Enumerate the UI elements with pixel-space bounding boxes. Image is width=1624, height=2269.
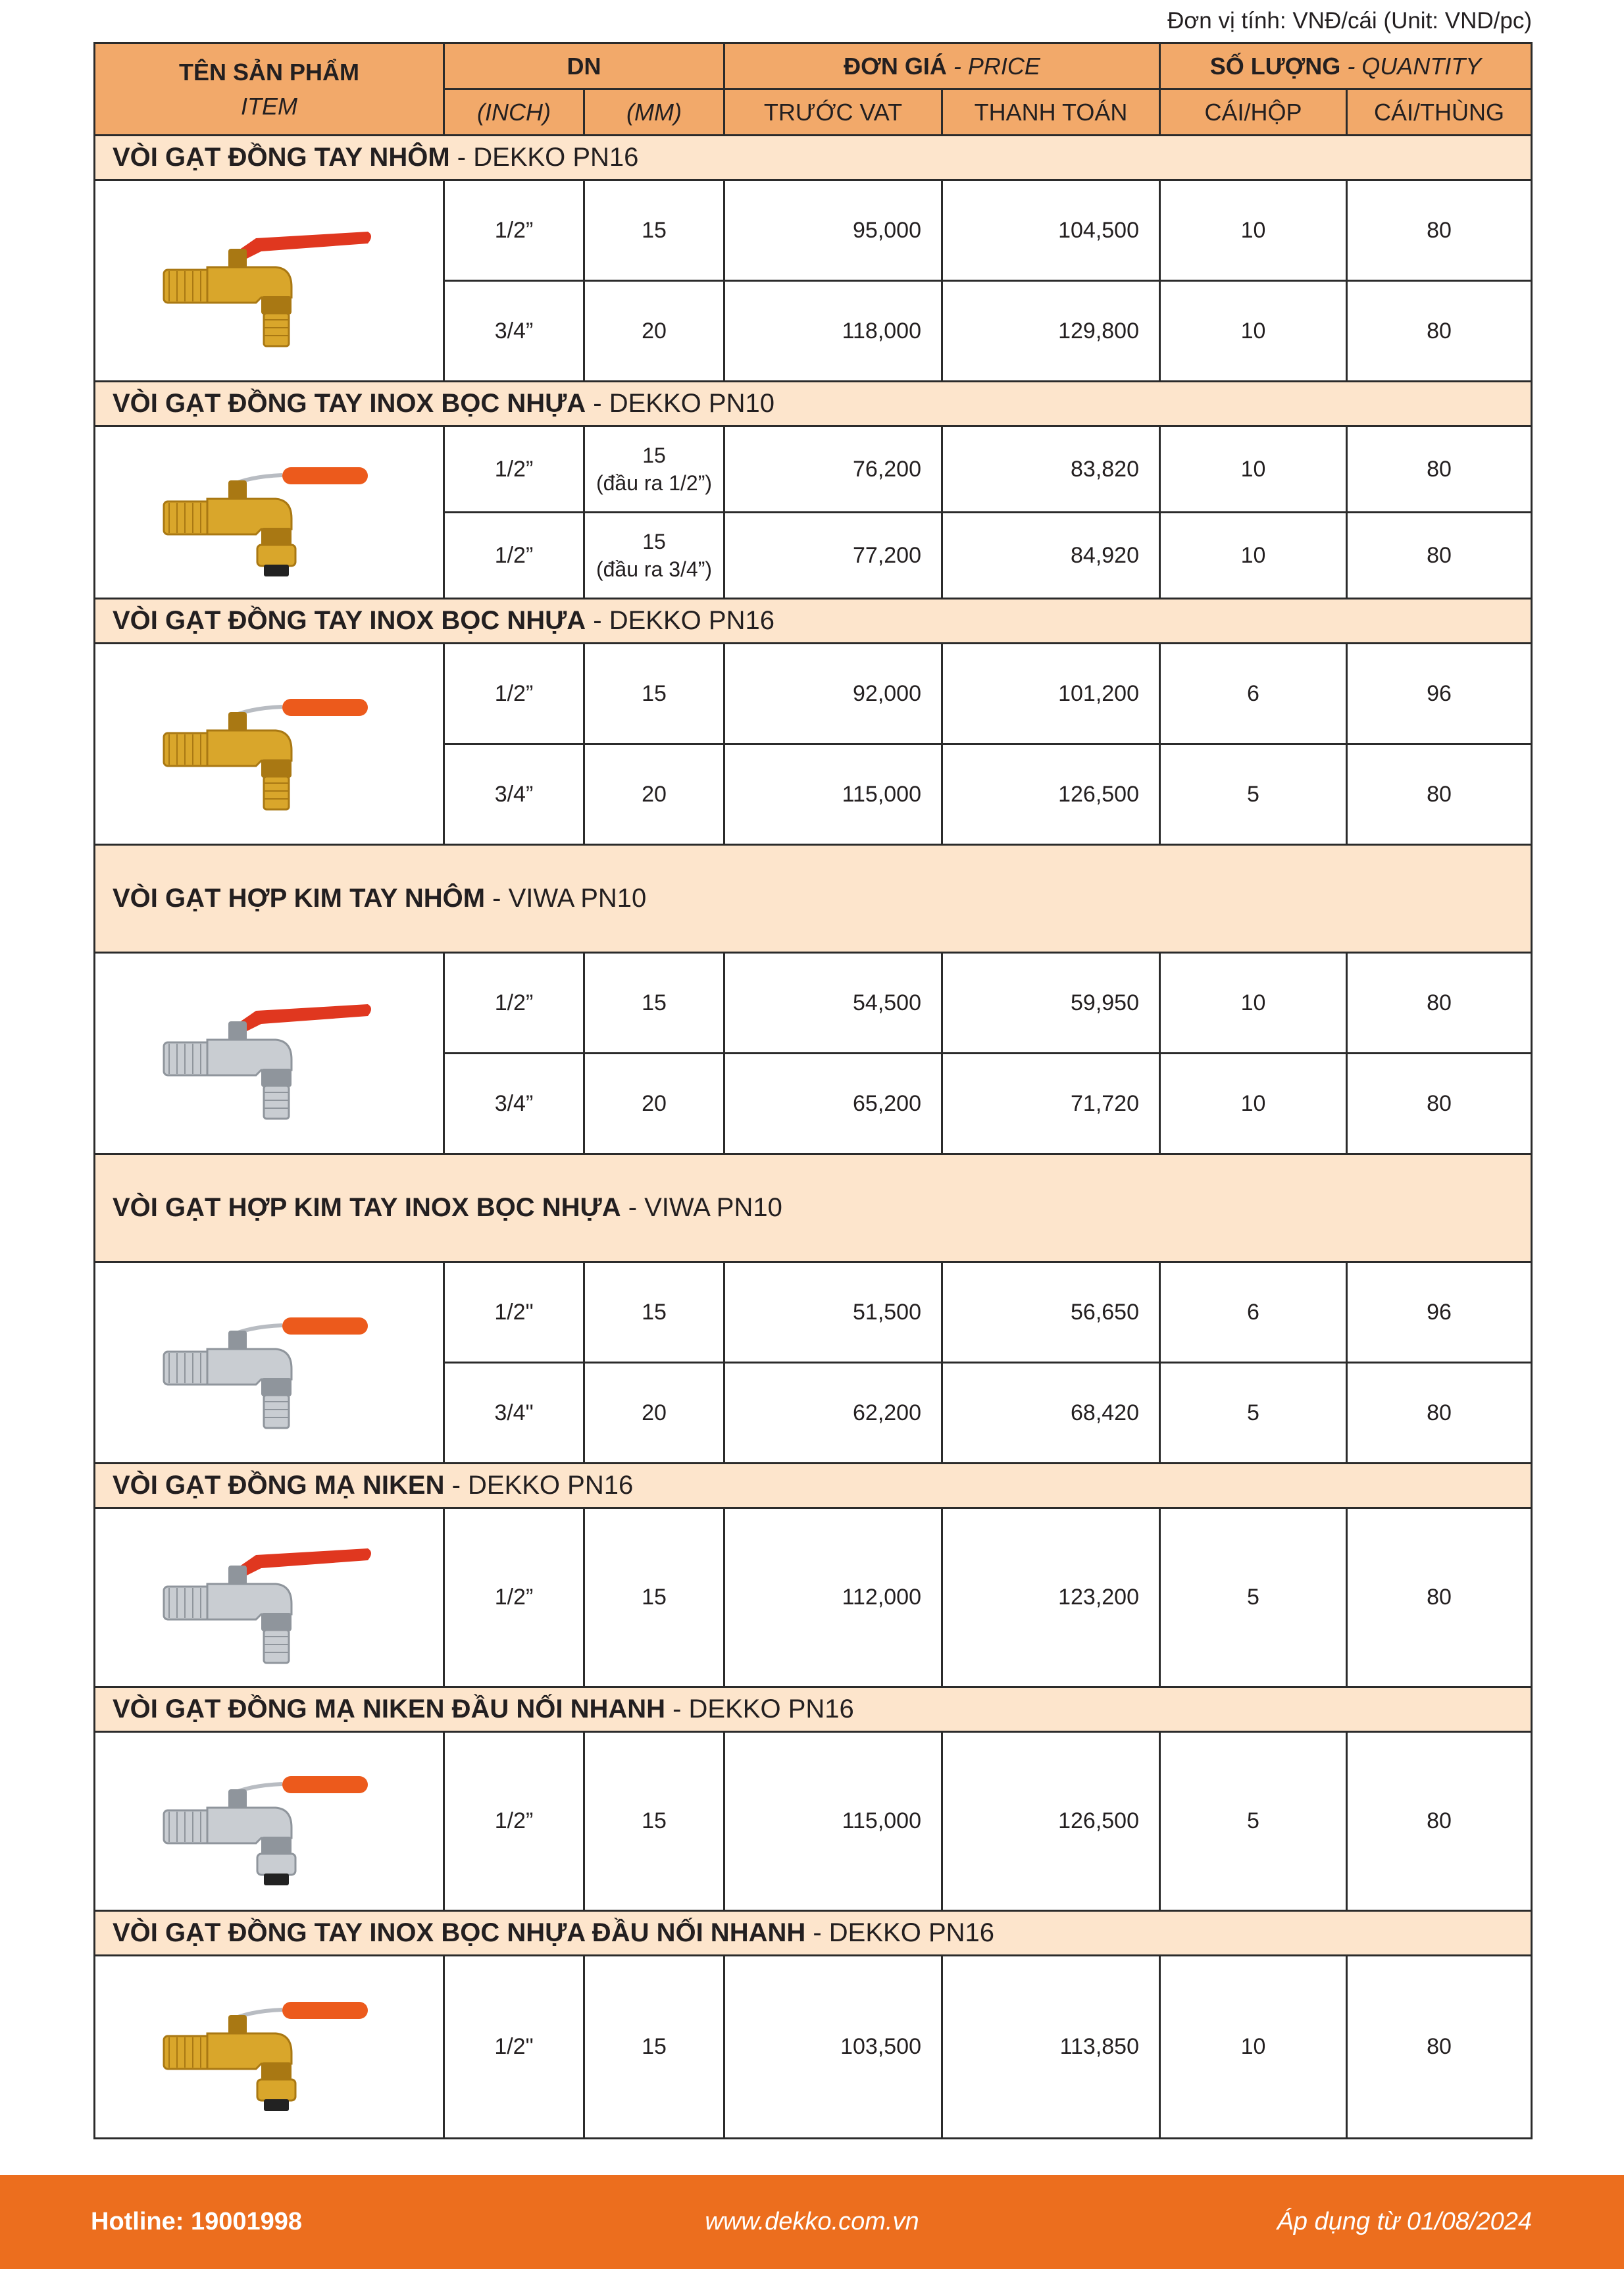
section-suffix: - VIWA PN10	[485, 884, 647, 913]
header-per-box: CÁI/HỘP	[1160, 89, 1347, 136]
section-name: VÒI GẠT ĐỒNG TAY INOX BỌC NHỰA ĐẦU NỐI NHANH	[113, 1918, 806, 1947]
cell-per-box: 6	[1160, 644, 1347, 744]
cell-per-carton: 96	[1347, 1262, 1532, 1363]
cell-before-vat: 54,500	[724, 953, 942, 1054]
cell-inch: 1/2”	[444, 426, 584, 513]
section-title	[95, 136, 1532, 180]
cell-mm: 15	[584, 953, 724, 1054]
cell-payment: 129,800	[942, 281, 1160, 382]
cell-per-carton: 80	[1347, 1956, 1532, 2139]
section-title	[95, 599, 1532, 644]
cell-before-vat: 118,000	[724, 281, 942, 382]
section-suffix: - DEKKO PN10	[586, 389, 774, 418]
cell-payment: 101,200	[942, 644, 1160, 744]
section-name: VÒI GẠT ĐỒNG TAY NHÔM	[113, 143, 450, 172]
cell-before-vat: 76,200	[724, 426, 942, 513]
faucet-icon	[151, 1529, 388, 1667]
header-dn: DN	[444, 43, 724, 89]
header-item-en: ITEM	[241, 92, 297, 120]
section-name: VÒI GẠT ĐỒNG TAY INOX BỌC NHỰA	[113, 606, 586, 635]
cell-per-box: 5	[1160, 1732, 1347, 1911]
section-header	[95, 136, 1532, 180]
product-image	[95, 1732, 444, 1911]
table-row	[95, 1956, 1532, 2139]
unit-note: Đơn vị tính: VNĐ/cái (Unit: VND/pc)	[1167, 8, 1532, 34]
price-table-body	[95, 136, 1532, 2139]
cell-payment: 68,420	[942, 1363, 1160, 1464]
header-item	[95, 43, 444, 136]
table-row	[95, 1508, 1532, 1687]
cell-mm: 15	[584, 1262, 724, 1363]
table-row	[95, 426, 1532, 513]
cell-per-carton: 80	[1347, 744, 1532, 845]
header-mm: (MM)	[584, 89, 724, 136]
section-header	[95, 1154, 1532, 1262]
section-header	[95, 1687, 1532, 1732]
cell-mm: 20	[584, 281, 724, 382]
faucet-icon	[151, 675, 388, 813]
mm-value: 15	[642, 444, 666, 467]
table-row	[95, 1262, 1532, 1363]
cell-before-vat: 92,000	[724, 644, 942, 744]
cell-per-box: 10	[1160, 426, 1347, 513]
cell-per-carton: 80	[1347, 1054, 1532, 1154]
price-table	[93, 42, 1533, 2139]
section-title	[95, 1687, 1532, 1732]
cell-before-vat: 112,000	[724, 1508, 942, 1687]
section-suffix: - DEKKO PN16	[805, 1918, 995, 1947]
cell-payment: 59,950	[942, 953, 1160, 1054]
cell-mm: 15	[584, 180, 724, 281]
cell-before-vat: 51,500	[724, 1262, 942, 1363]
cell-per-box: 10	[1160, 180, 1347, 281]
table-row	[95, 180, 1532, 281]
section-suffix: - DEKKO PN16	[665, 1695, 854, 1723]
cell-mm: 20	[584, 744, 724, 845]
cell-before-vat: 103,500	[724, 1956, 942, 2139]
cell-inch: 1/2”	[444, 1732, 584, 1911]
cell-mm: 20	[584, 1363, 724, 1464]
cell-payment: 83,820	[942, 426, 1160, 513]
cell-payment: 126,500	[942, 744, 1160, 845]
section-name: VÒI GẠT ĐỒNG MẠ NIKEN ĐẦU NỐI NHANH	[113, 1695, 665, 1723]
header-price-en: - PRICE	[953, 52, 1040, 80]
section-suffix: - DEKKO PN16	[444, 1471, 634, 1500]
section-title	[95, 845, 1532, 953]
header-qty-en: - QUANTITY	[1347, 52, 1482, 80]
product-image	[95, 1262, 444, 1464]
section-name: VÒI GẠT HỢP KIM TAY NHÔM	[113, 884, 486, 913]
section-name: VÒI GẠT ĐỒNG MẠ NIKEN	[113, 1471, 445, 1500]
cell-payment: 71,720	[942, 1054, 1160, 1154]
header-before-vat: TRƯỚC VAT	[724, 89, 942, 136]
cell-mm: 15	[584, 644, 724, 744]
product-image	[95, 953, 444, 1154]
faucet-icon	[151, 984, 388, 1123]
faucet-icon	[151, 444, 388, 582]
cell-before-vat: 65,200	[724, 1054, 942, 1154]
product-image	[95, 426, 444, 599]
cell-payment: 126,500	[942, 1732, 1160, 1911]
section-header	[95, 1911, 1532, 1956]
cell-payment: 56,650	[942, 1262, 1160, 1363]
section-title	[95, 382, 1532, 426]
cell-inch: 3/4”	[444, 1054, 584, 1154]
footer-website[interactable]: www.dekko.com.vn	[705, 2208, 919, 2235]
section-header	[95, 599, 1532, 644]
cell-per-carton: 80	[1347, 953, 1532, 1054]
cell-inch: 1/2”	[444, 1508, 584, 1687]
cell-inch: 1/2”	[444, 953, 584, 1054]
cell-before-vat: 77,200	[724, 513, 942, 599]
cell-mm: 15	[584, 1508, 724, 1687]
section-suffix: - DEKKO PN16	[449, 143, 639, 172]
cell-per-box: 5	[1160, 1508, 1347, 1687]
cell-inch: 1/2"	[444, 1956, 584, 2139]
section-name: VÒI GẠT ĐỒNG TAY INOX BỌC NHỰA	[113, 389, 586, 418]
header-payment: THANH TOÁN	[942, 89, 1160, 136]
footer-hotline: Hotline: 19001998	[91, 2208, 303, 2235]
cell-mm	[584, 426, 724, 513]
cell-per-carton: 80	[1347, 281, 1532, 382]
cell-before-vat: 115,000	[724, 1732, 942, 1911]
cell-per-carton: 80	[1347, 426, 1532, 513]
table-row	[95, 644, 1532, 744]
faucet-icon	[151, 1978, 388, 2116]
section-title	[95, 1154, 1532, 1262]
cell-inch: 1/2”	[444, 180, 584, 281]
product-image	[95, 1508, 444, 1687]
faucet-icon	[151, 212, 388, 350]
section-title	[95, 1464, 1532, 1508]
cell-per-carton: 80	[1347, 1508, 1532, 1687]
cell-per-box: 5	[1160, 1363, 1347, 1464]
cell-inch: 3/4”	[444, 281, 584, 382]
cell-per-carton: 80	[1347, 1363, 1532, 1464]
cell-inch: 3/4”	[444, 744, 584, 845]
cell-inch: 1/2”	[444, 513, 584, 599]
cell-per-carton: 96	[1347, 644, 1532, 744]
header-item-label: TÊN SẢN PHẨM	[178, 58, 359, 86]
mm-outlet-note: (đầu ra 3/4”)	[596, 557, 713, 581]
cell-per-carton: 80	[1347, 180, 1532, 281]
header-price	[724, 43, 1160, 89]
cell-inch: 3/4"	[444, 1363, 584, 1464]
faucet-icon	[151, 1752, 388, 1891]
cell-per-box: 10	[1160, 281, 1347, 382]
cell-mm: 15	[584, 1956, 724, 2139]
cell-inch: 1/2"	[444, 1262, 584, 1363]
cell-mm: 20	[584, 1054, 724, 1154]
cell-inch: 1/2”	[444, 644, 584, 744]
header-inch: (INCH)	[444, 89, 584, 136]
cell-per-carton: 80	[1347, 513, 1532, 599]
section-name: VÒI GẠT HỢP KIM TAY INOX BỌC NHỰA	[113, 1193, 621, 1222]
cell-per-box: 10	[1160, 1054, 1347, 1154]
section-header	[95, 1464, 1532, 1508]
cell-before-vat: 62,200	[724, 1363, 942, 1464]
section-header	[95, 382, 1532, 426]
faucet-icon	[151, 1294, 388, 1432]
header-price-label: ĐƠN GIÁ	[844, 52, 947, 80]
header-per-carton: CÁI/THÙNG	[1347, 89, 1532, 136]
section-header	[95, 845, 1532, 953]
cell-payment: 113,850	[942, 1956, 1160, 2139]
product-image	[95, 180, 444, 382]
section-title	[95, 1911, 1532, 1956]
section-suffix: - DEKKO PN16	[586, 606, 774, 635]
table-row	[95, 953, 1532, 1054]
cell-before-vat: 115,000	[724, 744, 942, 845]
footer-applied-date: Áp dụng từ 01/08/2024	[1277, 2208, 1532, 2235]
cell-per-box: 10	[1160, 953, 1347, 1054]
cell-mm: 15	[584, 1732, 724, 1911]
section-suffix: - VIWA PN10	[621, 1193, 782, 1222]
product-image	[95, 1956, 444, 2139]
cell-payment: 104,500	[942, 180, 1160, 281]
cell-per-carton: 80	[1347, 1732, 1532, 1911]
cell-mm	[584, 513, 724, 599]
product-image	[95, 644, 444, 845]
cell-per-box: 6	[1160, 1262, 1347, 1363]
header-qty-label: SỐ LƯỢNG	[1209, 52, 1341, 80]
cell-payment: 123,200	[942, 1508, 1160, 1687]
cell-per-box: 10	[1160, 513, 1347, 599]
mm-value: 15	[642, 530, 666, 553]
table-row	[95, 1732, 1532, 1911]
mm-outlet-note: (đầu ra 1/2”)	[596, 471, 713, 495]
cell-payment: 84,920	[942, 513, 1160, 599]
cell-per-box: 10	[1160, 1956, 1347, 2139]
cell-before-vat: 95,000	[724, 180, 942, 281]
header-quantity	[1160, 43, 1532, 89]
cell-per-box: 5	[1160, 744, 1347, 845]
footer-bar	[0, 2175, 1624, 2269]
